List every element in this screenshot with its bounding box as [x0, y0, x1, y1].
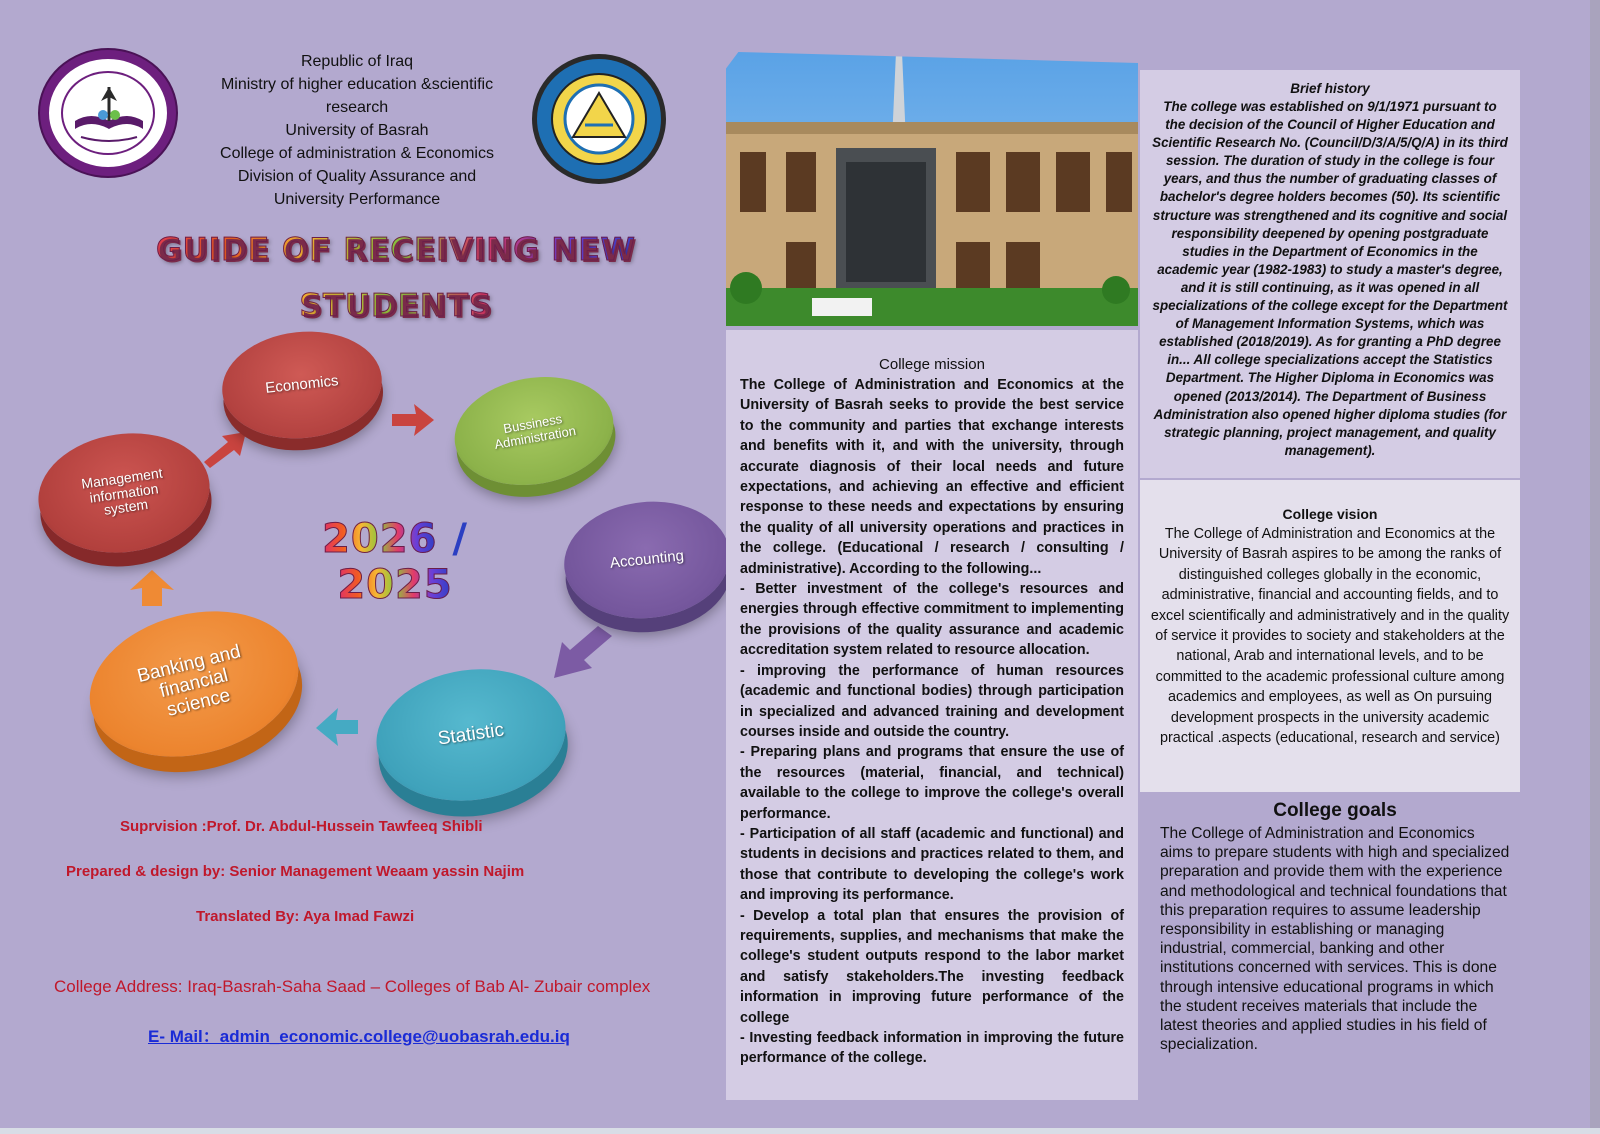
cycle-label-management: Management information system	[80, 464, 164, 519]
cycle-disc-management-information-system	[31, 423, 218, 564]
header-line: College of administration & Economics	[220, 145, 494, 162]
header-line: University of Basrah	[285, 122, 429, 139]
mission-paragraph: - Participation of all staff (academic and functional) and students in decisions and practices related to them, and those that contribute to developing the college's work and improving its performance.	[740, 825, 1124, 904]
mission-paragraph: - improving the performance of human resources (academic and functional bodies) through participation in specialized and advanced training and development courses inside and outside the country.	[740, 662, 1124, 740]
mission-paragraph: The College of Administration and Economics at the University of Basrah seeks to provide the best service to the community and parties that exchange interests and benefits with it, and with the university, through accurate diagnosis of their local needs and future expectations, and achieving an effective and efficient response to these needs and expectations by ensuring the quality of all university operations and practices in the college. (Educational / research / consulting / administrative). According to the following...	[740, 377, 1124, 577]
cycle-label-economics: Economics	[264, 372, 340, 397]
header-line: Division of Quality Assurance and	[237, 168, 477, 185]
college-vision-panel	[1140, 480, 1520, 792]
translated-by-credit: Translated By: Aya Imad Fawzi	[196, 908, 415, 925]
year-separator: /	[452, 516, 468, 562]
goals-body: The College of Administration and Economics aims to prepare students with high and specialized preparation and provide them with the experience and methodological and technical foundations that this preparation requires to assume leadership responsibility in establishing or managing industrial, commercial, banking and other institutions concerned with services. This is done through intensive educational programs in which the student receives materials that include the latest theories and applied studies in his field of specialization.	[1160, 825, 1510, 1054]
mission-paragraph: - Preparing plans and programs that ensure the use of the resources (material, financial, and technical) available to the college to improve the college's overall performance.	[740, 744, 1124, 822]
header-line: University Performance	[273, 191, 441, 208]
college-building-photo	[726, 52, 1138, 326]
year-start: 2026	[322, 516, 438, 562]
college-mission-panel	[726, 330, 1138, 1100]
page-bottom-edge	[0, 1128, 1600, 1134]
triangle-emblem-icon	[537, 59, 661, 179]
college-goals-panel	[1140, 794, 1520, 1100]
arrow-up-icon	[128, 568, 176, 608]
mission-body	[740, 375, 1124, 1069]
mission-paragraph: - Investing feedback information in improving the future performance of the college.	[740, 1030, 1124, 1067]
mission-title: College mission	[879, 356, 985, 373]
guide-page	[2, 2, 1598, 1128]
cycle-label-accounting: Accounting	[609, 547, 685, 572]
guide-title-line2: STUDENTS	[122, 278, 670, 334]
header-line: research	[325, 99, 389, 116]
year-end: 2025	[337, 562, 453, 608]
supervision-credit: Suprvision :Prof. Dr. Abdul-Hussein Tawfeeq Shibli	[120, 818, 483, 835]
page-edge	[1590, 0, 1600, 1128]
college-seal-logo	[40, 50, 176, 176]
cycle-disc-banking-financial-science	[74, 590, 314, 777]
header-line: Ministry of higher education &scientific	[220, 76, 494, 93]
guide-title	[122, 222, 670, 334]
college-address: College Address: Iraq-Basrah-Saha Saad – Colleges of Bab Al- Zubair complex	[54, 977, 651, 996]
vision-body: The College of Administration and Economics at the University of Basrah aspires to be among the ranks of distinguished colleges globally in the economic, administrative, financial and accounting fields, and to excel scientifically and administratively and in the quality of service it provides to society and stakeholders at the national, Arab and international levels, and to be committed to the academic professional culture among academics and employees, as well as On pursuing development prospects in the university academic practical .aspects (educational, research and service)	[1150, 526, 1510, 747]
header-line: Republic of Iraq	[300, 53, 414, 70]
history-body: The college was established on 9/1/1971 pursuant to the decision of the Council of Higher Education and Scientific Research No. (Council/D/3/A/5/Q/A) in its third session. The duration of study in the college is four years, and thus the number of graduating classes of bachelor's degree holders becomes (50). Its scientific structure was strengthened and its cognitive and social responsibility deepened by opening postgraduate studies in the Department of Economics in the academic year (1982-1983) to study a master's degree, and it is still continuing, as it was opened in all specializations of the college except for the Department of Management Information Systems, which was established (2018/2019). As for granting a PhD degree in... All college specializations accept the Statistics Department. The Higher Diploma in Economics was opened (2013/2014). The Department of Business Administration also opened higher diploma studies (for strategic planning, project management, and quality management).	[1152, 99, 1508, 458]
goals-title: College goals	[1273, 800, 1397, 821]
arrow-left-icon	[314, 706, 360, 746]
cycle-label-statistic: Statistic	[436, 719, 506, 750]
prepared-by-credit: Prepared & design by: Senior Management Weaam yassin Najim	[66, 863, 525, 880]
cycle-label-business: Bussiness Administration	[493, 411, 577, 452]
arrow-down-left-icon	[552, 624, 614, 680]
cycle-disc-business-administration	[446, 365, 622, 497]
arrow-up-right-icon	[202, 428, 248, 468]
arrow-right-icon	[390, 404, 436, 438]
guide-title-line1: GUIDE OF RECEIVING NEW	[122, 222, 670, 278]
cycle-disc-accounting	[558, 494, 735, 627]
cycle-disc-statistic	[368, 657, 574, 812]
history-title: Brief history	[1290, 81, 1370, 96]
vision-title: College vision	[1282, 506, 1378, 522]
header-institution-text	[192, 50, 522, 211]
academic-year	[260, 516, 530, 608]
university-seal-logo	[532, 54, 666, 184]
email-link[interactable]: E- Mail：admin_economic.college@uobasrah.edu.iq	[148, 1027, 570, 1046]
mission-paragraph: - Better investment of the college's resources and energies through effective commitment to implementing the provisions of the quality assurance and academic accreditation system related to resource allocation.	[740, 581, 1124, 659]
mission-paragraph: - Develop a total plan that ensures the provision of requirements, supplies, and mechanisms that make the college's student outputs respond to the labor market and satisfy stakeholders.The investing feedback information in improving future performance of the college	[740, 907, 1124, 1026]
cycle-label-banking: Banking and financial science	[135, 641, 243, 721]
book-emblem-icon	[71, 81, 147, 145]
brief-history-panel	[1140, 70, 1520, 478]
